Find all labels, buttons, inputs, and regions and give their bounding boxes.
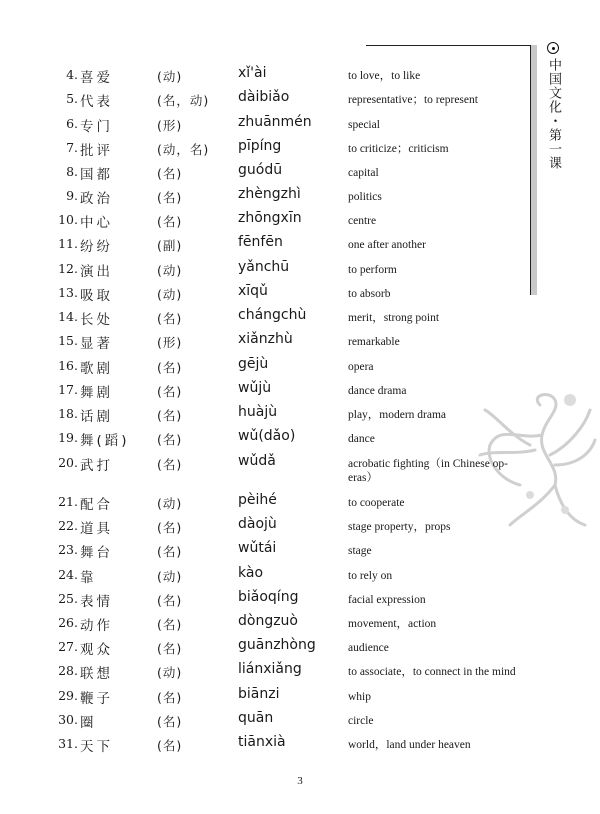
vocab-row xyxy=(0,64,600,88)
vocab-pinyin: wǔjù xyxy=(238,380,272,396)
vocab-part-of-speech: (动) xyxy=(157,665,183,680)
vocab-part-of-speech: (动) xyxy=(157,287,183,302)
vocab-row xyxy=(0,161,600,185)
vocab-word: 观众 xyxy=(80,642,113,658)
vocab-english: world，land under heaven xyxy=(348,739,471,751)
vocab-row xyxy=(0,452,600,484)
vocab-number: 9. xyxy=(66,188,78,203)
vocab-row xyxy=(0,539,600,563)
vocab-number: 7. xyxy=(66,140,78,155)
vocab-english: merit，strong point xyxy=(348,312,440,324)
vocab-row xyxy=(0,660,600,684)
vocab-pinyin: pèihé xyxy=(238,492,277,508)
vocab-number: 8. xyxy=(66,164,78,179)
vocab-row xyxy=(0,355,600,379)
vocab-number: 10. xyxy=(58,212,78,227)
vocab-pinyin: yǎnchū xyxy=(238,259,290,275)
vocab-number: 26. xyxy=(58,615,78,630)
vocab-row xyxy=(0,612,600,636)
vocab-word: 舞剧 xyxy=(80,385,113,401)
vocab-pinyin: tiānxià xyxy=(238,734,286,750)
vocab-part-of-speech: (名) xyxy=(157,617,183,632)
vocab-row xyxy=(0,403,600,427)
vocab-part-of-speech: (名，动) xyxy=(157,93,210,108)
vocab-number: 23. xyxy=(58,542,78,557)
vocab-pinyin: biānzi xyxy=(238,686,280,702)
vocab-english: to absorb xyxy=(348,288,391,300)
vocab-row xyxy=(0,588,600,612)
vocab-english: acrobatic fighting（in Chinese op-eras） xyxy=(348,458,509,484)
vocab-row xyxy=(0,113,600,137)
vocab-part-of-speech: (形) xyxy=(157,118,183,133)
vocab-pinyin: huàjù xyxy=(238,404,278,420)
vocab-pinyin: xǐ'ài xyxy=(238,65,267,81)
vocab-row xyxy=(0,282,600,306)
vocab-english: special xyxy=(348,119,380,131)
vocab-row xyxy=(0,564,600,588)
vocab-number: 5. xyxy=(66,91,78,106)
vocab-part-of-speech: (名) xyxy=(157,457,183,472)
vocab-word: 显著 xyxy=(80,336,113,352)
vocab-row xyxy=(0,137,600,161)
vocab-english: audience xyxy=(348,642,389,654)
vocab-row xyxy=(0,185,600,209)
vocab-word: 舞台 xyxy=(80,545,113,561)
vocab-part-of-speech: (名) xyxy=(157,641,183,656)
vocab-pinyin: wǔtái xyxy=(238,540,277,556)
vocab-english: play，modern drama xyxy=(348,409,447,421)
vocab-number: 30. xyxy=(58,712,78,727)
vocab-row xyxy=(0,258,600,282)
vocab-row xyxy=(0,491,600,515)
vocab-word: 配合 xyxy=(80,497,113,513)
vocab-pinyin: kào xyxy=(238,565,264,581)
vocab-word: 批评 xyxy=(80,143,113,159)
vocab-word: 吸取 xyxy=(80,288,113,304)
vocab-pinyin: guódū xyxy=(238,162,283,178)
vocab-number: 27. xyxy=(58,639,78,654)
vocab-pinyin: xīqǔ xyxy=(238,283,268,299)
vocab-number: 17. xyxy=(58,382,78,397)
vocab-word: 纷纷 xyxy=(80,239,113,255)
vocab-row xyxy=(0,427,600,451)
vocab-part-of-speech: (名) xyxy=(157,690,183,705)
vocab-part-of-speech: (名) xyxy=(157,432,183,447)
vocab-english: stage xyxy=(348,545,372,557)
vocab-word: 喜爱 xyxy=(80,70,113,86)
vocab-english: dance xyxy=(348,433,375,445)
vocab-part-of-speech: (名) xyxy=(157,360,183,375)
vocab-number: 22. xyxy=(58,518,78,533)
vocab-pinyin: liánxiǎng xyxy=(238,661,302,677)
vocab-part-of-speech: (动) xyxy=(157,263,183,278)
vocab-part-of-speech: (名) xyxy=(157,714,183,729)
vocab-number: 20. xyxy=(58,455,78,470)
vocab-row xyxy=(0,515,600,539)
vocab-english: to perform xyxy=(348,264,397,276)
vocab-word: 中心 xyxy=(80,215,113,231)
vocab-pinyin: dàojù xyxy=(238,516,277,532)
vocab-pinyin: pīpíng xyxy=(238,138,282,154)
vocab-word: 国都 xyxy=(80,167,113,183)
vocab-row xyxy=(0,709,600,733)
side-title-text: 中国文化・第一课 xyxy=(546,58,561,170)
vocab-row xyxy=(0,733,600,757)
page-number: 3 xyxy=(297,775,303,787)
header-rule xyxy=(366,45,531,46)
vocab-word: 天下 xyxy=(80,739,113,755)
vocab-pinyin: zhèngzhì xyxy=(238,186,301,202)
vocab-number: 21. xyxy=(58,494,78,509)
vocab-word: 专门 xyxy=(80,119,113,135)
vocab-number: 28. xyxy=(58,663,78,678)
vocab-english: capital xyxy=(348,167,379,179)
vocab-row xyxy=(0,209,600,233)
vocab-word: 政治 xyxy=(80,191,113,207)
vocab-number: 24. xyxy=(58,567,78,582)
vocab-pinyin: dòngzuò xyxy=(238,613,298,629)
vocab-pinyin: dàibiǎo xyxy=(238,89,290,105)
vocab-pinyin: xiǎnzhù xyxy=(238,331,293,347)
vocab-english: centre xyxy=(348,215,377,227)
vocab-part-of-speech: (名) xyxy=(157,408,183,423)
vocab-part-of-speech: (名) xyxy=(157,311,183,326)
vocab-row xyxy=(0,636,600,660)
vocab-english: to criticize；criticism xyxy=(348,143,449,155)
vocab-english: remarkable xyxy=(348,336,400,348)
vocab-part-of-speech: (形) xyxy=(157,335,183,350)
vocab-word: 靠 xyxy=(80,570,97,586)
vocab-part-of-speech: (名) xyxy=(157,166,183,181)
vocab-english: to associate，to connect in the mind xyxy=(348,666,516,678)
vocab-part-of-speech: (动) xyxy=(157,69,183,84)
vocab-number: 29. xyxy=(58,688,78,703)
vocab-number: 6. xyxy=(66,116,78,131)
vocab-number: 25. xyxy=(58,591,78,606)
vocab-pinyin: gējù xyxy=(238,356,269,372)
vocab-word: 歌剧 xyxy=(80,361,113,377)
vocab-word: 长处 xyxy=(80,312,113,328)
vocab-part-of-speech: (名) xyxy=(157,190,183,205)
vocab-english: to love，to like xyxy=(348,70,421,82)
vocab-part-of-speech: (名) xyxy=(157,593,183,608)
vocab-english: to rely on xyxy=(348,570,393,582)
vocab-number: 19. xyxy=(58,430,78,445)
vocab-row xyxy=(0,379,600,403)
vocab-pinyin: zhuānmén xyxy=(238,114,312,130)
vocab-number: 11. xyxy=(58,236,78,251)
vocab-part-of-speech: (名) xyxy=(157,520,183,535)
vocab-word: 动作 xyxy=(80,618,113,634)
vocab-part-of-speech: (名) xyxy=(157,214,183,229)
vocab-english: facial expression xyxy=(348,594,426,606)
vocab-part-of-speech: (名) xyxy=(157,544,183,559)
vocab-english: whip xyxy=(348,691,371,703)
vocab-number: 4. xyxy=(66,67,78,82)
vocab-english: opera xyxy=(348,361,374,373)
vocab-word: 道具 xyxy=(80,521,113,537)
vocab-word: 武打 xyxy=(80,458,113,474)
vocab-part-of-speech: (名) xyxy=(157,738,183,753)
vocab-part-of-speech: (动，名) xyxy=(157,142,210,157)
vocab-number: 15. xyxy=(58,333,78,348)
vocab-english: stage property，props xyxy=(348,521,451,533)
vocab-pinyin: wǔdǎ xyxy=(238,453,276,469)
vocab-number: 16. xyxy=(58,358,78,373)
vocab-pinyin: wǔ(dǎo) xyxy=(238,428,296,444)
vocab-part-of-speech: (副) xyxy=(157,238,183,253)
vocab-english: to cooperate xyxy=(348,497,405,509)
vocab-word: 鞭子 xyxy=(80,691,113,707)
vocab-word: 圈 xyxy=(80,715,97,731)
vocab-part-of-speech: (动) xyxy=(157,569,183,584)
vocab-english: politics xyxy=(348,191,382,203)
vocab-number: 12. xyxy=(58,261,78,276)
vocab-word: 代表 xyxy=(80,94,113,110)
vocab-number: 31. xyxy=(58,736,78,751)
vocab-part-of-speech: (名) xyxy=(157,384,183,399)
vocab-row xyxy=(0,88,600,112)
vocab-pinyin: biǎoqíng xyxy=(238,589,299,605)
vocab-row xyxy=(0,685,600,709)
vocab-pinyin: chángchù xyxy=(238,307,307,323)
vocab-english: dance drama xyxy=(348,385,407,397)
vocab-word: 表情 xyxy=(80,594,113,610)
vocab-pinyin: guānzhòng xyxy=(238,637,316,653)
vocab-pinyin: fēnfēn xyxy=(238,234,283,250)
vocab-number: 14. xyxy=(58,309,78,324)
vocab-english: one after another xyxy=(348,239,426,251)
vocab-word: 联想 xyxy=(80,666,113,682)
vocab-word: 舞(蹈) xyxy=(80,433,130,449)
vocab-english: movement，action xyxy=(348,618,437,630)
vocab-number: 18. xyxy=(58,406,78,421)
vocab-word: 演出 xyxy=(80,264,113,280)
circle-dot-icon xyxy=(547,42,559,54)
vocab-number: 13. xyxy=(58,285,78,300)
vocab-row xyxy=(0,330,600,354)
vocab-row xyxy=(0,233,600,257)
vocab-part-of-speech: (动) xyxy=(157,496,183,511)
vocab-pinyin: zhōngxīn xyxy=(238,210,302,226)
vocab-row xyxy=(0,306,600,330)
vocab-word: 话剧 xyxy=(80,409,113,425)
vocab-english: representative；to represent xyxy=(348,94,478,106)
vocab-pinyin: quān xyxy=(238,710,274,726)
vocab-english: circle xyxy=(348,715,374,727)
